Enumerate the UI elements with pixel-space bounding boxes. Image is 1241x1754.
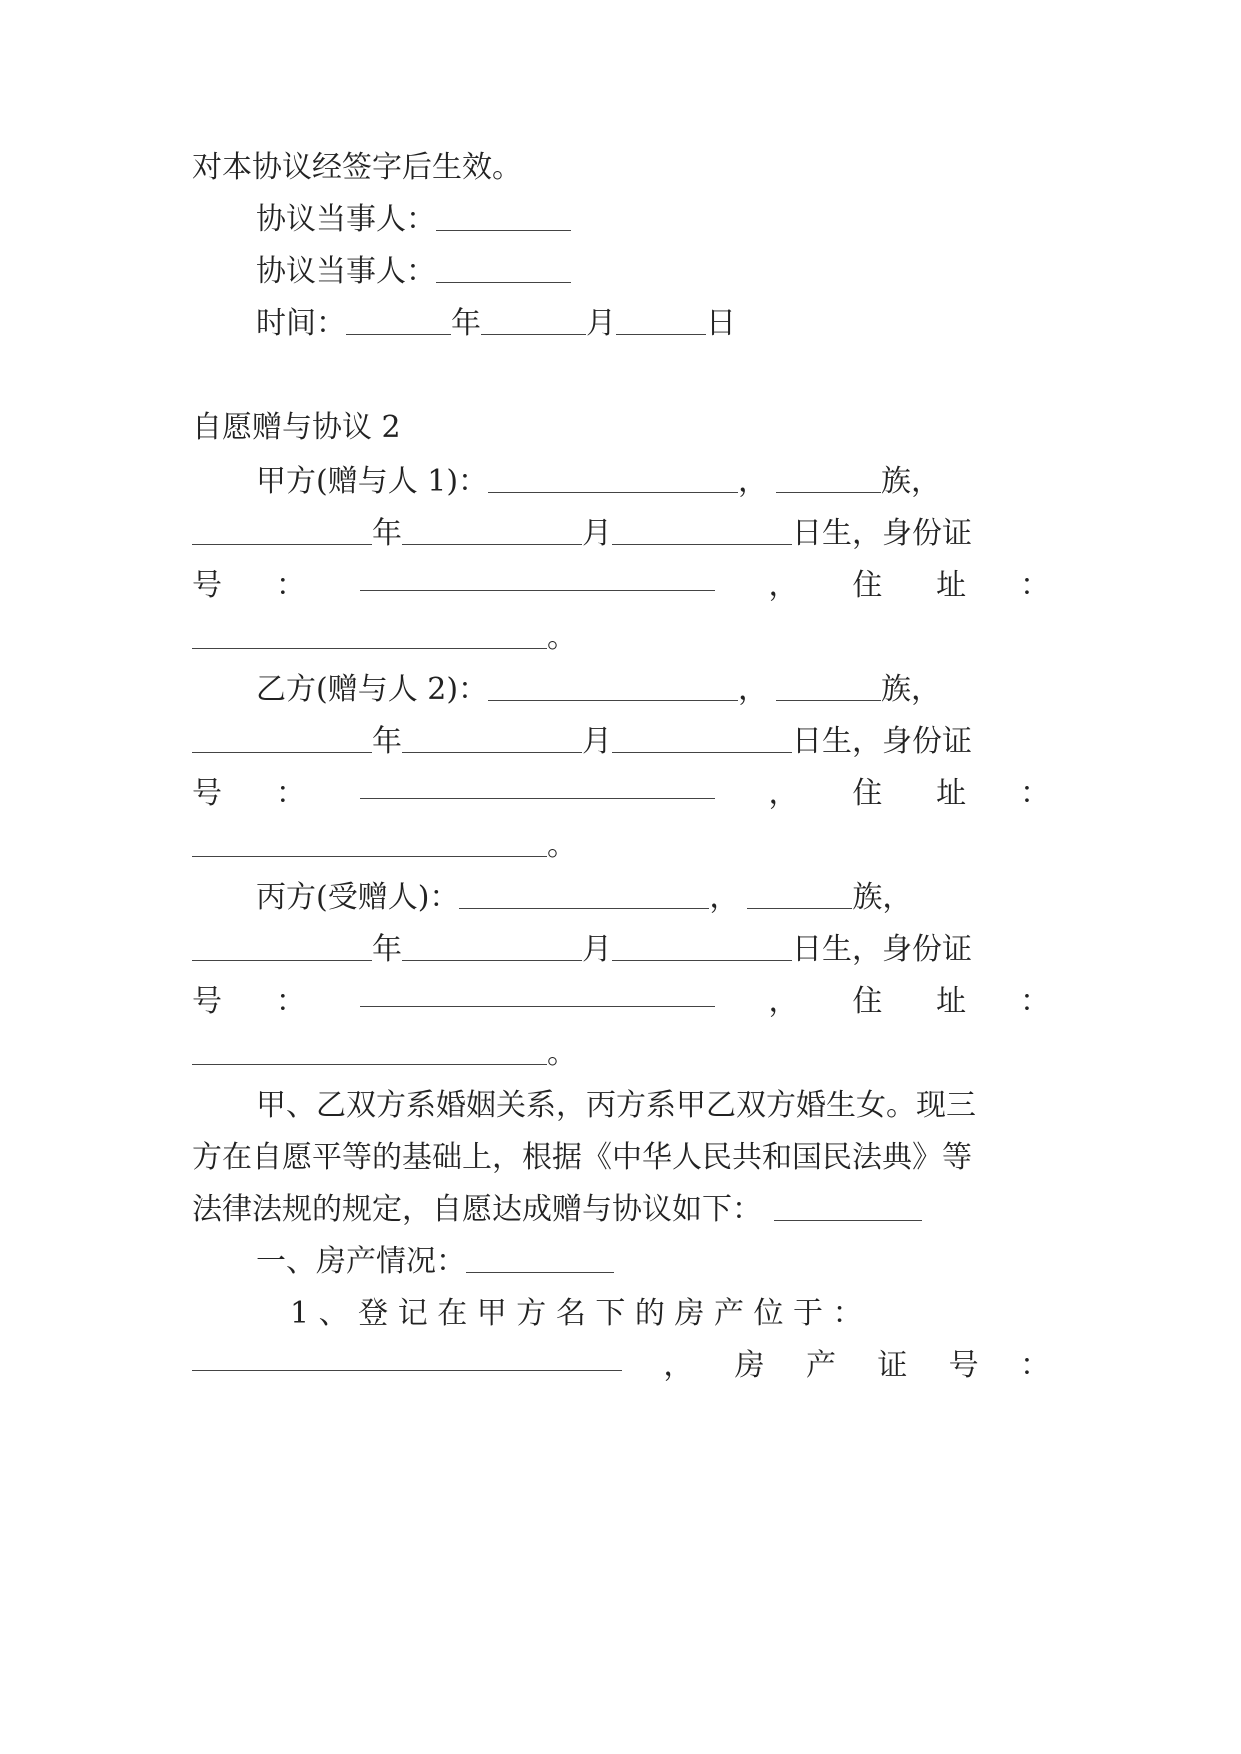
time-line [256, 304, 736, 344]
zhu-label: 住 [852, 568, 883, 603]
year-label: 年 [451, 306, 481, 341]
text-effective: 对本协议经签字后生效。 [192, 150, 522, 185]
party-b-address-line [192, 826, 577, 866]
blank-name[interactable] [459, 884, 709, 909]
blank-year[interactable] [192, 936, 372, 961]
period: 。 [547, 828, 577, 863]
party-c-line [256, 878, 912, 918]
blank-month[interactable] [481, 310, 586, 335]
blank-ethnic[interactable] [776, 468, 881, 493]
comma: ， [738, 672, 769, 707]
hao-label: 号 [192, 776, 222, 811]
party-c-id-line [192, 982, 1050, 1022]
month-label: 月 [582, 932, 612, 967]
blank-month[interactable] [402, 728, 582, 753]
blank-line[interactable] [774, 1196, 922, 1221]
day-label: 日 [706, 306, 736, 341]
blank-line[interactable] [436, 258, 571, 283]
period: 。 [547, 620, 577, 655]
party-b-id-line [192, 774, 1050, 814]
item-1-line: 1 、 登 记 在 甲 方 名 下 的 房 产 位 于 ： [290, 1296, 863, 1331]
blank-year[interactable] [192, 728, 372, 753]
year-label: 年 [372, 932, 402, 967]
blank-name[interactable] [488, 468, 738, 493]
paragraph-line-3 [192, 1190, 922, 1230]
section-1-heading [256, 1242, 614, 1282]
zhi-label: 址 [936, 984, 967, 1019]
blank-name[interactable] [488, 676, 738, 701]
birth-id-label: 日生，身份证 [792, 932, 972, 967]
party-c-address-line [192, 1034, 577, 1074]
blank-location[interactable] [192, 1346, 622, 1371]
colon: ： [275, 776, 306, 811]
zhi-label: 址 [936, 568, 967, 603]
month-label: 月 [586, 306, 616, 341]
year-label: 年 [372, 724, 402, 759]
signature-line-1 [256, 200, 571, 240]
blank-address[interactable] [192, 624, 547, 649]
birth-id-label: 日生，身份证 [792, 724, 972, 759]
section-title: 自愿赠与协议 2 [192, 410, 401, 445]
party-label: 协议当事人： [256, 254, 436, 289]
party-b-label: 乙方(赠与人 2)： [256, 672, 489, 707]
hao-label: 号 [192, 568, 222, 603]
blank-year[interactable] [192, 520, 372, 545]
blank-month[interactable] [402, 520, 582, 545]
party-b-birth-line [192, 722, 972, 762]
paragraph-text: 法律法规的规定，自愿达成赠与协议如下： [192, 1192, 762, 1227]
hao-label: 号 [948, 1348, 979, 1383]
colon: ： [1019, 984, 1050, 1019]
party-c-label: 丙方(受赠人)： [256, 880, 460, 915]
time-label: 时间： [256, 306, 346, 341]
party-a-birth-line [192, 514, 972, 554]
blank-day[interactable] [612, 728, 792, 753]
party-a-label: 甲方(赠与人 1)： [256, 464, 489, 499]
month-label: 月 [582, 724, 612, 759]
hao-label: 号 [192, 984, 222, 1019]
comma: ， [738, 464, 769, 499]
blank-address[interactable] [192, 832, 547, 857]
blank-ethnic[interactable] [747, 884, 852, 909]
year-label: 年 [372, 516, 402, 551]
comma: ， [768, 568, 799, 603]
colon: ： [1019, 568, 1050, 603]
colon: ： [1019, 776, 1050, 811]
ethnic-label: 族， [852, 880, 913, 915]
zhu-label: 住 [852, 984, 883, 1019]
blank-year[interactable] [346, 310, 451, 335]
blank-id[interactable] [360, 774, 715, 799]
blank-day[interactable] [612, 936, 792, 961]
paragraph-line-2: 方在自愿平等的基础上，根据《中华人民共和国民法典》等 [192, 1140, 972, 1175]
item-1-cert-line [192, 1346, 1050, 1386]
colon: ： [1019, 1348, 1050, 1383]
party-c-birth-line [192, 930, 972, 970]
comma: ， [768, 984, 799, 1019]
blank-ethnic[interactable] [776, 676, 881, 701]
period: 。 [547, 1036, 577, 1071]
party-a-address-line [192, 618, 577, 658]
signature-line-2 [256, 252, 571, 292]
birth-id-label: 日生，身份证 [792, 516, 972, 551]
section-1-label: 一、房产情况： [256, 1244, 466, 1279]
blank-day[interactable] [612, 520, 792, 545]
blank-month[interactable] [402, 936, 582, 961]
fang-label: 房 [734, 1348, 765, 1383]
blank-address[interactable] [192, 1040, 547, 1065]
comma: ， [663, 1348, 694, 1383]
month-label: 月 [582, 516, 612, 551]
zheng-label: 证 [877, 1348, 908, 1383]
blank-line[interactable] [466, 1248, 614, 1273]
zhi-label: 址 [936, 776, 967, 811]
chan-label: 产 [805, 1348, 836, 1383]
blank-id[interactable] [360, 566, 715, 591]
paragraph-line-1: 甲、乙双方系婚姻关系，丙方系甲乙双方婚生女。现三 [256, 1088, 976, 1123]
party-b-line [256, 670, 941, 710]
blank-day[interactable] [616, 310, 706, 335]
blank-line[interactable] [436, 206, 571, 231]
ethnic-label: 族， [881, 464, 942, 499]
party-a-id-line [192, 566, 1050, 606]
comma: ， [768, 776, 799, 811]
colon: ： [275, 568, 306, 603]
comma: ， [709, 880, 740, 915]
ethnic-label: 族， [881, 672, 942, 707]
blank-id[interactable] [360, 982, 715, 1007]
party-label: 协议当事人： [256, 202, 436, 237]
party-a-line [256, 462, 941, 502]
zhu-label: 住 [852, 776, 883, 811]
colon: ： [275, 984, 306, 1019]
